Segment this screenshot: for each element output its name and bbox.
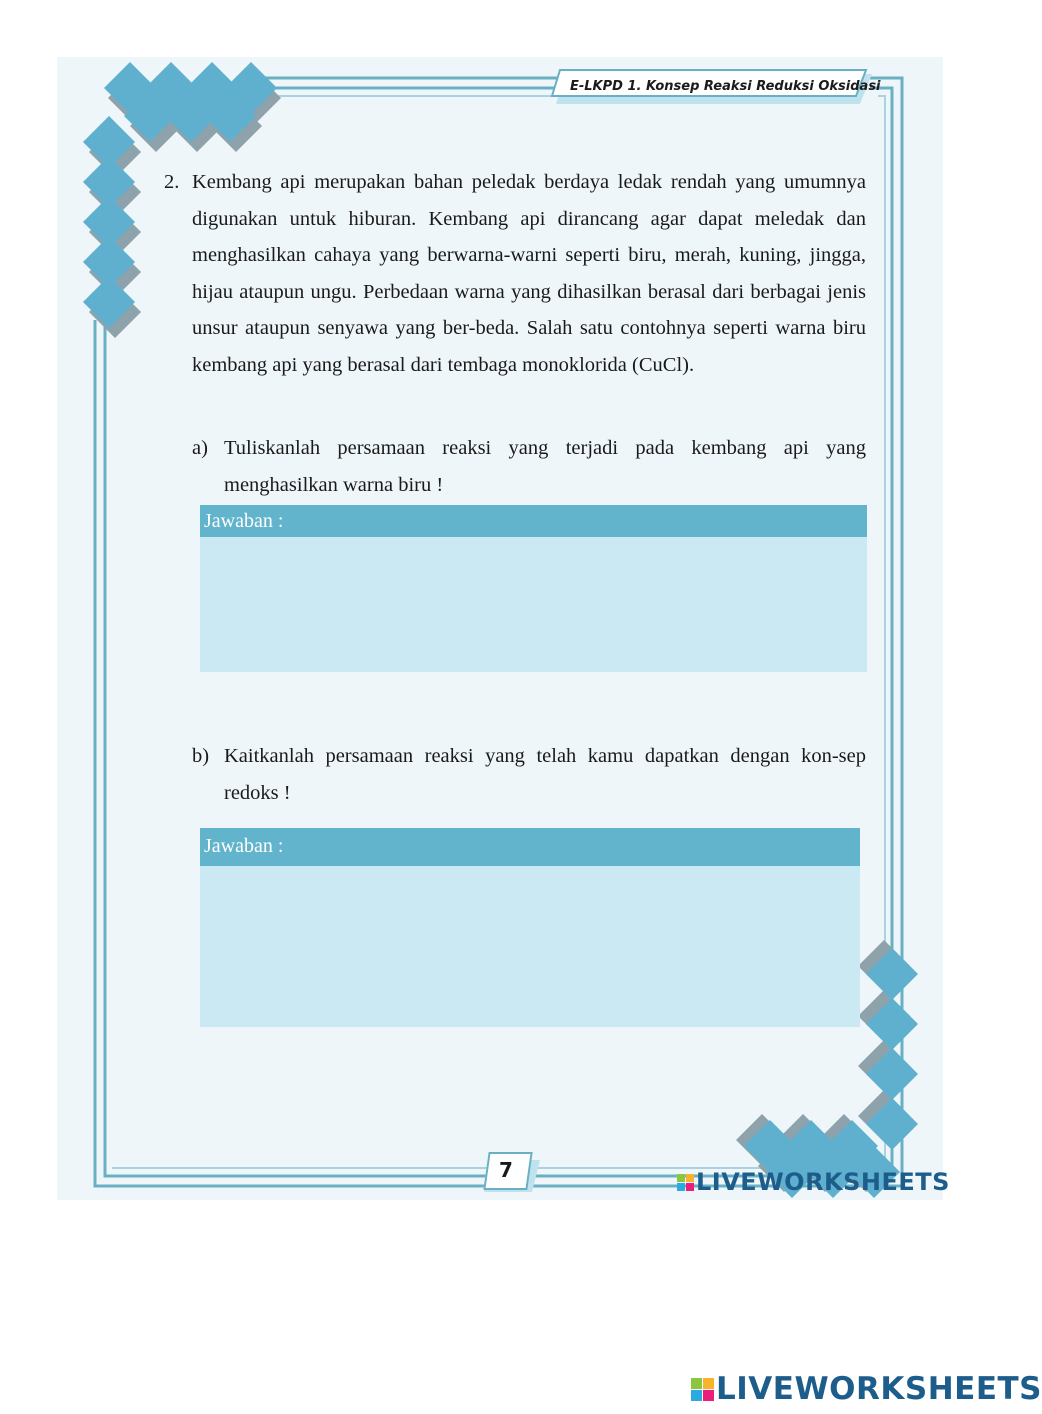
answer-a-label: Jawaban :: [200, 505, 867, 537]
answer-b-label: Jawaban :: [200, 828, 860, 866]
liveworksheets-logo-footer-icon: [691, 1378, 714, 1401]
answer-b-input[interactable]: [200, 866, 860, 1027]
question-text: Kembang api merupakan bahan peledak berdaya ledak rendah yang umumnya digunakan untuk hiburan. Kembang api dirancang agar dapat meledak dan menghasilkan cahaya yang berwarna-warni seperti biru, merah, kuning, jingga, hijau ataupun ungu. Perbedaan warna yang dihasilkan berasal dari berbagai jenis unsur ataupun senyawa yang ber-beda. Salah satu contohnya seperti warna biru kembang api yang berasal dari tembaga monoklorida (CuCl).: [192, 171, 866, 376]
part-b-marker: b): [192, 745, 210, 767]
liveworksheets-logo-inner: [677, 1168, 950, 1196]
answer-box-a: [200, 505, 867, 672]
liveworksheets-logo-footer: [691, 1371, 1042, 1407]
part-a-text: Tuliskanlah persamaan reaksi yang terjadi pada kembang api yang menghasilkan warna biru !: [224, 437, 866, 496]
liveworksheets-logo-icon: [677, 1174, 694, 1191]
part-b-text: Kaitkanlah persamaan reaksi yang telah kamu dapatkan dengan kon-sep redoks !: [224, 745, 866, 804]
liveworksheets-logo-footer-text: LIVEWORKSHEETS: [716, 1371, 1042, 1407]
question-number: 2.: [164, 171, 180, 193]
part-a-marker: a): [192, 437, 208, 459]
answer-a-input[interactable]: [200, 537, 867, 672]
question-2: [164, 164, 866, 383]
liveworksheets-logo-text: LIVEWORKSHEETS: [696, 1168, 950, 1196]
answer-box-b: [200, 828, 860, 1027]
part-b: [192, 738, 866, 811]
worksheet-header-title: E-LKPD 1. Konsep Reaksi Reduksi Oksidasi: [570, 79, 881, 94]
part-a: [192, 430, 866, 503]
page-number: 7: [499, 1158, 513, 1182]
